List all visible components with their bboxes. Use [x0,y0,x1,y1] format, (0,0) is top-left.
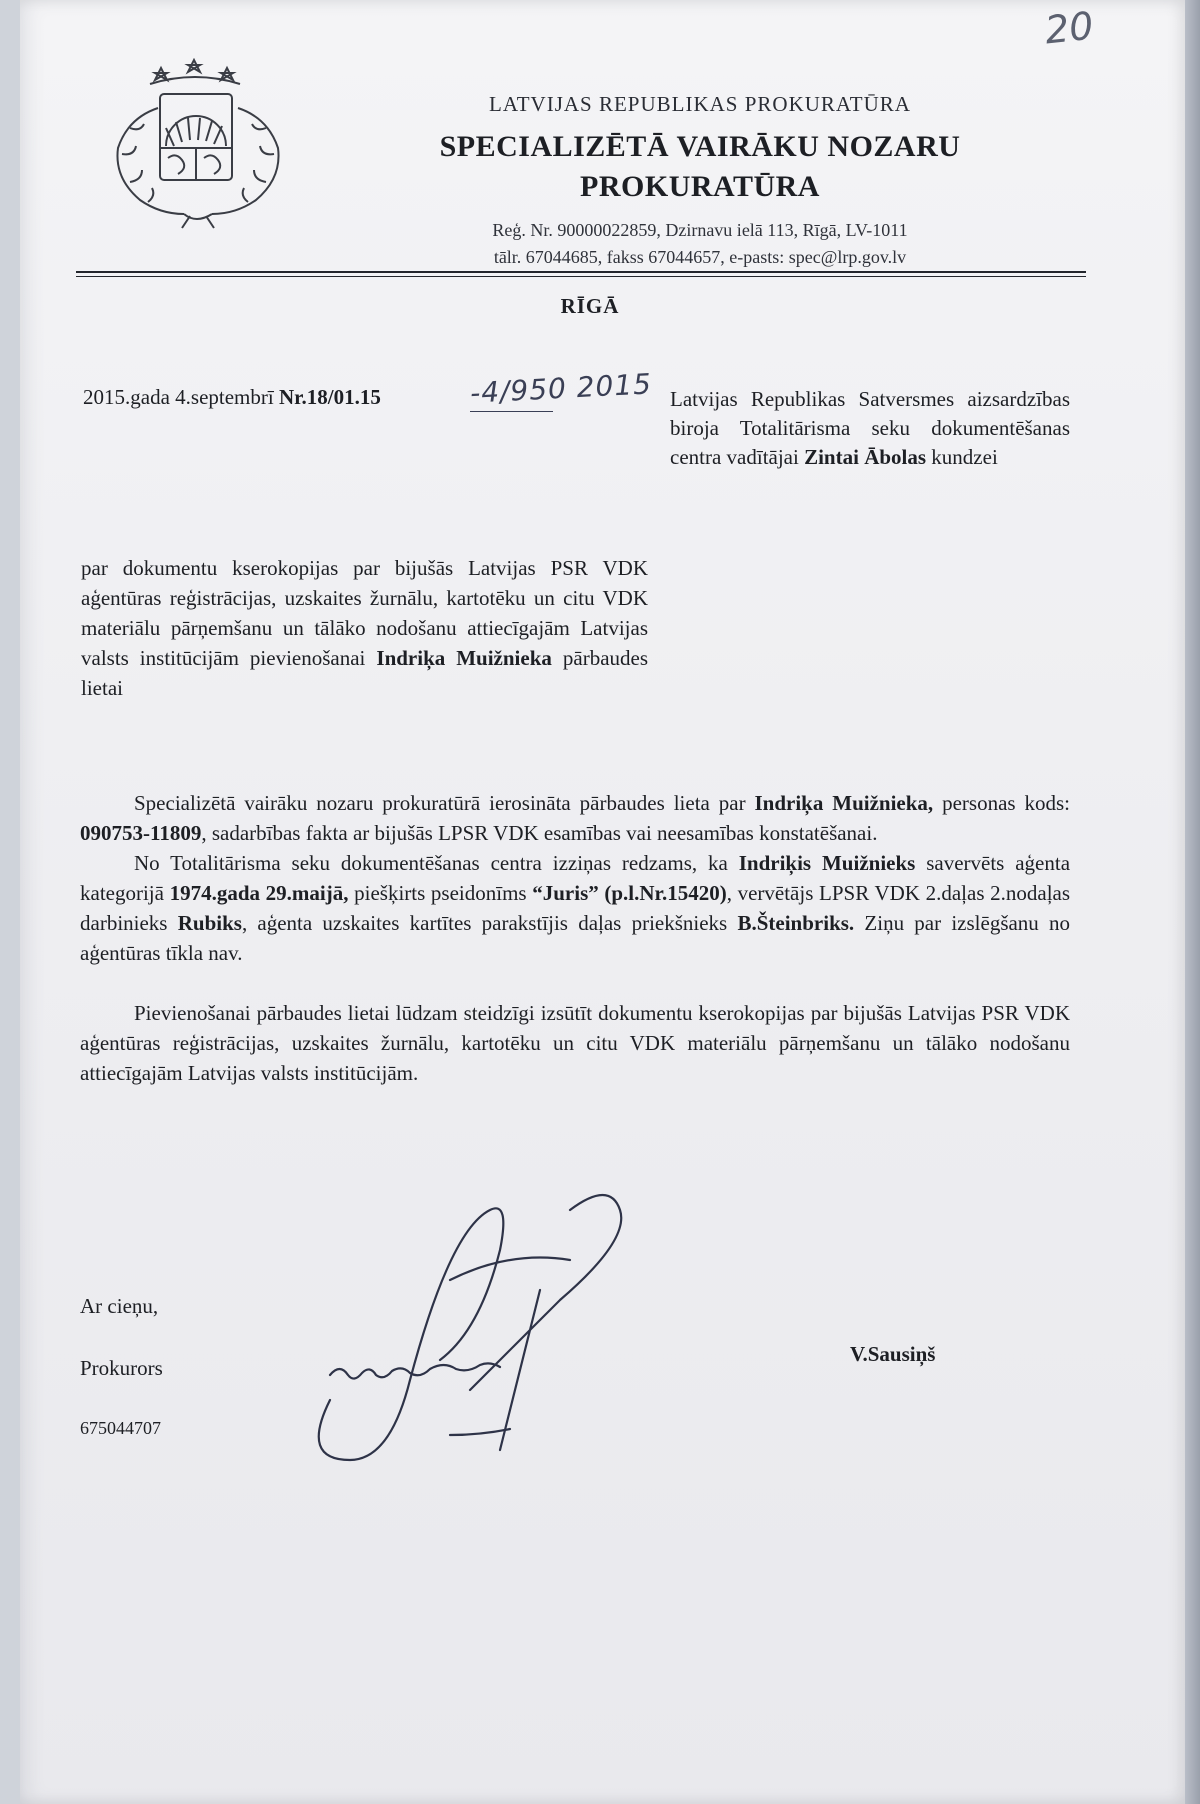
p1-text-c: , sadarbības fakta ar bijušās LPSR VDK esamības vai neesamības konstatēšanai. [201,821,878,845]
p2-text-c: piešķirts pseidonīms [354,881,527,905]
organization-name: LATVIJAS REPUBLIKAS PROKURATŪRA [489,92,911,116]
p1-text-a: Specializētā vairāku nozaru prokuratūrā ierosināta pārbaudes lieta par [134,791,746,815]
dateline [83,385,381,410]
p2-chief: B.Šteinbriks. [737,911,855,935]
city-name: RĪGĀ [560,294,620,318]
subject-suffix: pārbaudes lietai [81,646,649,700]
unit-name-line2: PROKURATŪRA [580,170,820,203]
unit-name [380,127,1020,207]
body-paragraph-1 [80,788,1070,848]
closing-phrase: Ar cieņu, [80,1294,159,1318]
coat-of-arms-icon [100,58,300,248]
p2-text-e: , aģenta uzskaites kartītes parakstījis daļas priekšnieks [241,911,728,935]
registration-line: Reģ. Nr. 90000022859, Dzirnavu ielā 113, Rīgā, LV-1011 [492,220,908,240]
signer-role: Prokurors [80,1356,163,1380]
handwritten-signature-icon [300,1190,740,1470]
subject-person: Indriķa Muižnieka [376,646,552,670]
signer-name: V.Sausiņš [850,1342,936,1366]
letter-number-underline [470,411,553,412]
letter-date: 2015.gada 4.septembrī [83,385,274,409]
subject-line [81,553,648,703]
recipient-name: Zintai Ābolas [804,445,927,469]
contact-line: tālr. 67044685, fakss 67044657, e-pasts: spec@lrp.gov.lv [493,247,907,267]
recipient-title: Latvijas Republikas Satversmes aizsardzības biroja Totalitārisma seku dokumentēšanas centra vadītājai [670,387,1070,469]
p2-alias: “Juris” (p.l.Nr.15420) [532,881,727,905]
header-rule-thin [76,276,1086,277]
recipient-suffix: kundzei [931,445,998,469]
p2-text-a: No Totalitārisma seku dokumentēšanas centra izziņas redzams, ka [134,851,728,875]
header-rule-thick [76,271,1086,273]
p2-recruit-date: 1974.gada 29.maijā, [169,881,349,905]
page-edge [1185,0,1200,1804]
recipient-block [670,385,1070,472]
letterhead [380,92,1020,271]
p2-text-f: Ziņu par izslēgšanu no aģentūras tīkla nav. [80,911,1071,965]
p2-text-d: , vervētājs LPSR VDK 2.daļas 2.nodaļas darbinieks [80,881,1071,935]
phone-number: 675044707 [80,1418,161,1438]
p2-person-name: Indriķis Muižnieks [738,851,916,875]
unit-name-line1: SPECIALIZĒTĀ VAIRĀKU NOZARU [439,130,961,163]
letter-body [80,788,1070,1088]
subject-text: par dokumentu kserokopijas par bijušās Latvijas PSR VDK aģentūras reģistrācijas, uzskaites žurnālu, kartotēku un citu VDK materiālu pārņemšanu un tālāko nodošanu attiecīgajām Latvijas valsts institūcijām pievienošanai [81,556,648,670]
p1-personal-code: 090753-11809 [80,821,202,845]
p2-text-b: savervēts aģenta kategorijā [80,851,1071,905]
handwritten-letter-number: -4/950 2015 [469,367,653,410]
body-paragraph-2 [80,848,1070,968]
p1-text-b: personas kods: [942,791,1070,815]
contact-details [380,217,1020,271]
handwritten-page-number: 20 [1042,3,1096,53]
letter-number: Nr.18/01.15 [278,385,381,409]
p2-recruiter: Rubiks [177,911,242,935]
p1-person-name: Indriķa Muižnieka, [754,791,934,815]
body-paragraph-3: Pievienošanai pārbaudes lietai lūdzam steidzīgi izsūtīt dokumentu kserokopijas par bijušās Latvijas PSR VDK aģentūras reģistrācijas, uzskaites žurnālu, kartotēku un citu VDK materiālu pārņemšanu un tālāko nodošanu attiecīgajām Latvijas valsts institūcijām. [80,1001,1070,1085]
